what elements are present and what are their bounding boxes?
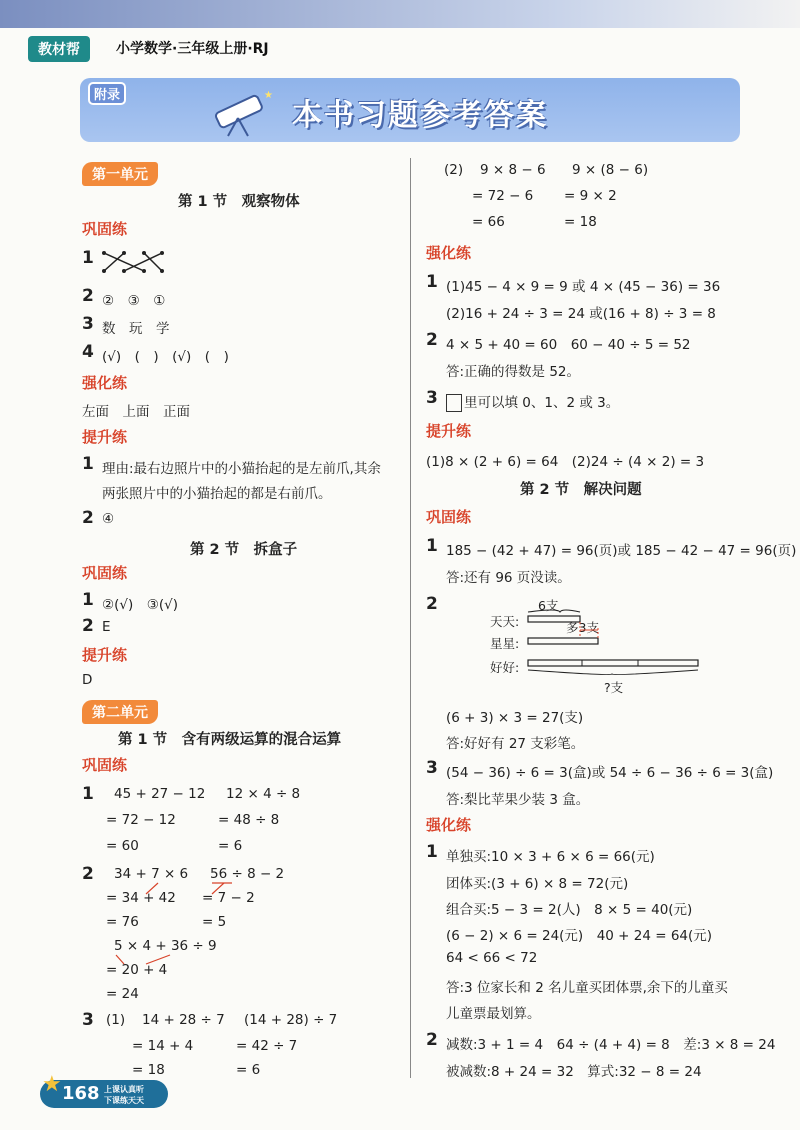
question-number: 1 — [82, 784, 94, 804]
appendix-tag: 附录 — [88, 82, 126, 105]
calc-label: (2) — [444, 162, 464, 178]
unit-2-tag: 第二单元 — [82, 700, 158, 724]
question-number: 3 — [82, 1010, 94, 1030]
calc-line: = 72 − 6 — [472, 188, 534, 204]
diagram-label: 星星: — [490, 636, 520, 651]
blank-box — [446, 394, 462, 412]
calc-line: = 18 — [132, 1062, 165, 1078]
practice-label: 巩固练 — [82, 756, 128, 774]
question-number: 1 — [426, 272, 438, 292]
diagram-label: 天天: — [490, 614, 520, 629]
answer-text: 答:好好有 27 支彩笔。 — [446, 736, 585, 752]
practice-label: 提升练 — [82, 428, 128, 446]
answer-text: E — [102, 619, 111, 635]
answer-text: 减数:3 + 1 = 4 64 ÷ (4 + 4) = 8 差:3 × 8 = 24 — [446, 1037, 776, 1053]
answer-text: 答:3 位家长和 2 名儿童买团体票,余下的儿童买 — [446, 980, 728, 996]
question-number: 2 — [82, 864, 94, 884]
practice-label: 巩固练 — [426, 508, 472, 526]
answer-text: (1)45 − 4 × 9 = 9 或 4 × (45 − 36) = 36 — [446, 279, 721, 295]
unit-1-tag: 第一单元 — [82, 162, 158, 186]
question-number: 2 — [426, 330, 438, 350]
question-number: 3 — [426, 388, 438, 408]
line-segment-diagram — [520, 608, 705, 678]
calc-line: = 18 — [564, 214, 597, 230]
answer-text: 185 − (42 + 47) = 96(页)或 185 − 42 − 47 = 96(页) — [446, 543, 797, 559]
answer-text: ② ③ ① — [102, 293, 166, 309]
section-title: 第 2 节 拆盒子 — [190, 542, 298, 558]
answer-text — [446, 391, 619, 412]
practice-label: 强化练 — [426, 244, 472, 262]
answer-text: 两张照片中的小猫抬起的都是右前爪。 — [102, 486, 332, 502]
book-title: 小学数学·三年级上册·RJ — [116, 41, 269, 57]
question-number: 1 — [426, 842, 438, 862]
question-number: 2 — [82, 286, 94, 306]
answer-text: ④ — [102, 511, 115, 527]
practice-label: 提升练 — [426, 422, 472, 440]
question-number: 1 — [426, 536, 438, 556]
calc-label: (1) — [106, 1012, 126, 1028]
section-title: 第 2 节 解决问题 — [520, 482, 642, 498]
diagram-label: ?支 — [604, 680, 624, 695]
calc-line: = 6 — [218, 838, 243, 854]
answer-text: 答:还有 96 页没读。 — [446, 570, 571, 586]
question-number: 2 — [426, 594, 438, 614]
answer-text: (6 + 3) × 3 = 27(支) — [446, 710, 584, 726]
page-number: 168 — [62, 1083, 100, 1104]
svg-text:★: ★ — [264, 90, 273, 101]
star-icon: ★ — [42, 1072, 62, 1097]
calc-line: = 7 − 2 — [202, 890, 255, 906]
question-number: 2 — [82, 616, 94, 636]
answer-text: 组合买:5 − 3 = 2(人) 8 × 5 = 40(元) — [446, 902, 693, 918]
top-band — [0, 0, 800, 28]
calc-line: (14 + 28) ÷ 7 — [244, 1012, 338, 1028]
question-number: 3 — [426, 758, 438, 778]
calc-line: 5 × 4 + 36 ÷ 9 — [114, 938, 217, 954]
calc-line: = 48 ÷ 8 — [218, 812, 280, 828]
question-number: 4 — [82, 342, 94, 362]
calc-line: = 76 — [106, 914, 139, 930]
question-number: 2 — [426, 1030, 438, 1050]
answer-text: 团体买:(3 + 6) × 8 = 72(元) — [446, 876, 629, 892]
answer-text: 被减数:8 + 24 = 32 算式:32 − 8 = 24 — [446, 1064, 702, 1080]
footer-slogan: 上课认真听 — [104, 1085, 144, 1094]
calc-line: = 20 + 4 — [106, 962, 168, 978]
calc-line: = 60 — [106, 838, 139, 854]
answer-text: 单独买:10 × 3 + 6 × 6 = 66(元) — [446, 849, 655, 865]
answer-text: (2)16 + 24 ÷ 3 = 24 或(16 + 8) ÷ 3 = 8 — [446, 306, 716, 322]
diagram-label: 好好: — [490, 660, 520, 675]
section-title: 第 1 节 观察物体 — [178, 194, 300, 210]
answer-text: 4 × 5 + 40 = 60 60 − 40 ÷ 5 = 52 — [446, 337, 691, 353]
calc-line: = 72 − 12 — [106, 812, 176, 828]
question-number: 1 — [82, 454, 94, 474]
calc-line: 12 × 4 ÷ 8 — [226, 786, 301, 802]
answer-text: 数 玩 学 — [102, 321, 170, 337]
practice-label: 巩固练 — [82, 564, 128, 582]
diagram-label: 多3支 — [566, 620, 599, 635]
answer-text: (54 − 36) ÷ 6 = 3(盒)或 54 ÷ 6 − 36 ÷ 6 = 3(盒) — [446, 765, 774, 781]
diagram-label: 6支 — [538, 598, 559, 613]
answer-text: 左面 上面 正面 — [82, 404, 190, 420]
page-title: 本书习题参考答案 — [292, 98, 548, 133]
footer-slogan: 下课练天天 — [104, 1096, 144, 1105]
matching-lines-figure — [100, 248, 166, 276]
practice-label: 提升练 — [82, 646, 128, 664]
practice-label: 巩固练 — [82, 220, 128, 238]
calc-line: = 42 ÷ 7 — [236, 1038, 298, 1054]
answer-text: D — [82, 672, 93, 688]
answer-text: 64 < 66 < 72 — [446, 950, 538, 966]
calc-arrows — [100, 880, 260, 970]
answer-text: 儿童票最划算。 — [446, 1006, 541, 1022]
section-title: 第 1 节 含有两级运算的混合运算 — [118, 732, 342, 748]
practice-label: 强化练 — [426, 816, 472, 834]
answer-text: 理由:最右边照片中的小猫抬起的是左前爪,其余 — [102, 461, 381, 477]
question-number: 1 — [82, 248, 94, 268]
calc-line: = 9 × 2 — [564, 188, 617, 204]
practice-label: 强化练 — [82, 374, 128, 392]
telescope-icon — [208, 86, 278, 138]
calc-line: = 6 — [236, 1062, 261, 1078]
question-number: 3 — [82, 314, 94, 334]
answer-text: 答:梨比苹果少装 3 盒。 — [446, 792, 590, 808]
calc-line: = 5 — [202, 914, 227, 930]
calc-line: = 24 — [106, 986, 139, 1002]
question-number: 1 — [82, 590, 94, 610]
calc-line: 9 × (8 − 6) — [572, 162, 649, 178]
column-divider — [410, 158, 411, 1078]
answer-text: 里可以填 0、1、2 或 3。 — [464, 395, 620, 411]
calc-line: 9 × 8 − 6 — [480, 162, 546, 178]
answer-text: (1)8 × (2 + 6) = 64 (2)24 ÷ (4 × 2) = 3 — [426, 454, 705, 470]
answer-text: (6 − 2) × 6 = 24(元) 40 + 24 = 64(元) — [446, 928, 713, 944]
calc-line: 45 + 27 − 12 — [114, 786, 206, 802]
calc-line: = 14 + 4 — [132, 1038, 194, 1054]
brand-badge: 教材帮 — [28, 36, 90, 62]
calc-line: = 34 + 42 — [106, 890, 176, 906]
answer-text: (√) ( ) (√) ( ) — [102, 349, 229, 365]
calc-line: 56 ÷ 8 − 2 — [210, 866, 285, 882]
calc-line: = 66 — [472, 214, 505, 230]
calc-line: 14 + 28 ÷ 7 — [142, 1012, 225, 1028]
answer-text: ②(√) ③(√) — [102, 597, 178, 613]
question-number: 2 — [82, 508, 94, 528]
answer-text: 答:正确的得数是 52。 — [446, 364, 581, 380]
calc-line: 34 + 7 × 6 — [114, 866, 189, 882]
